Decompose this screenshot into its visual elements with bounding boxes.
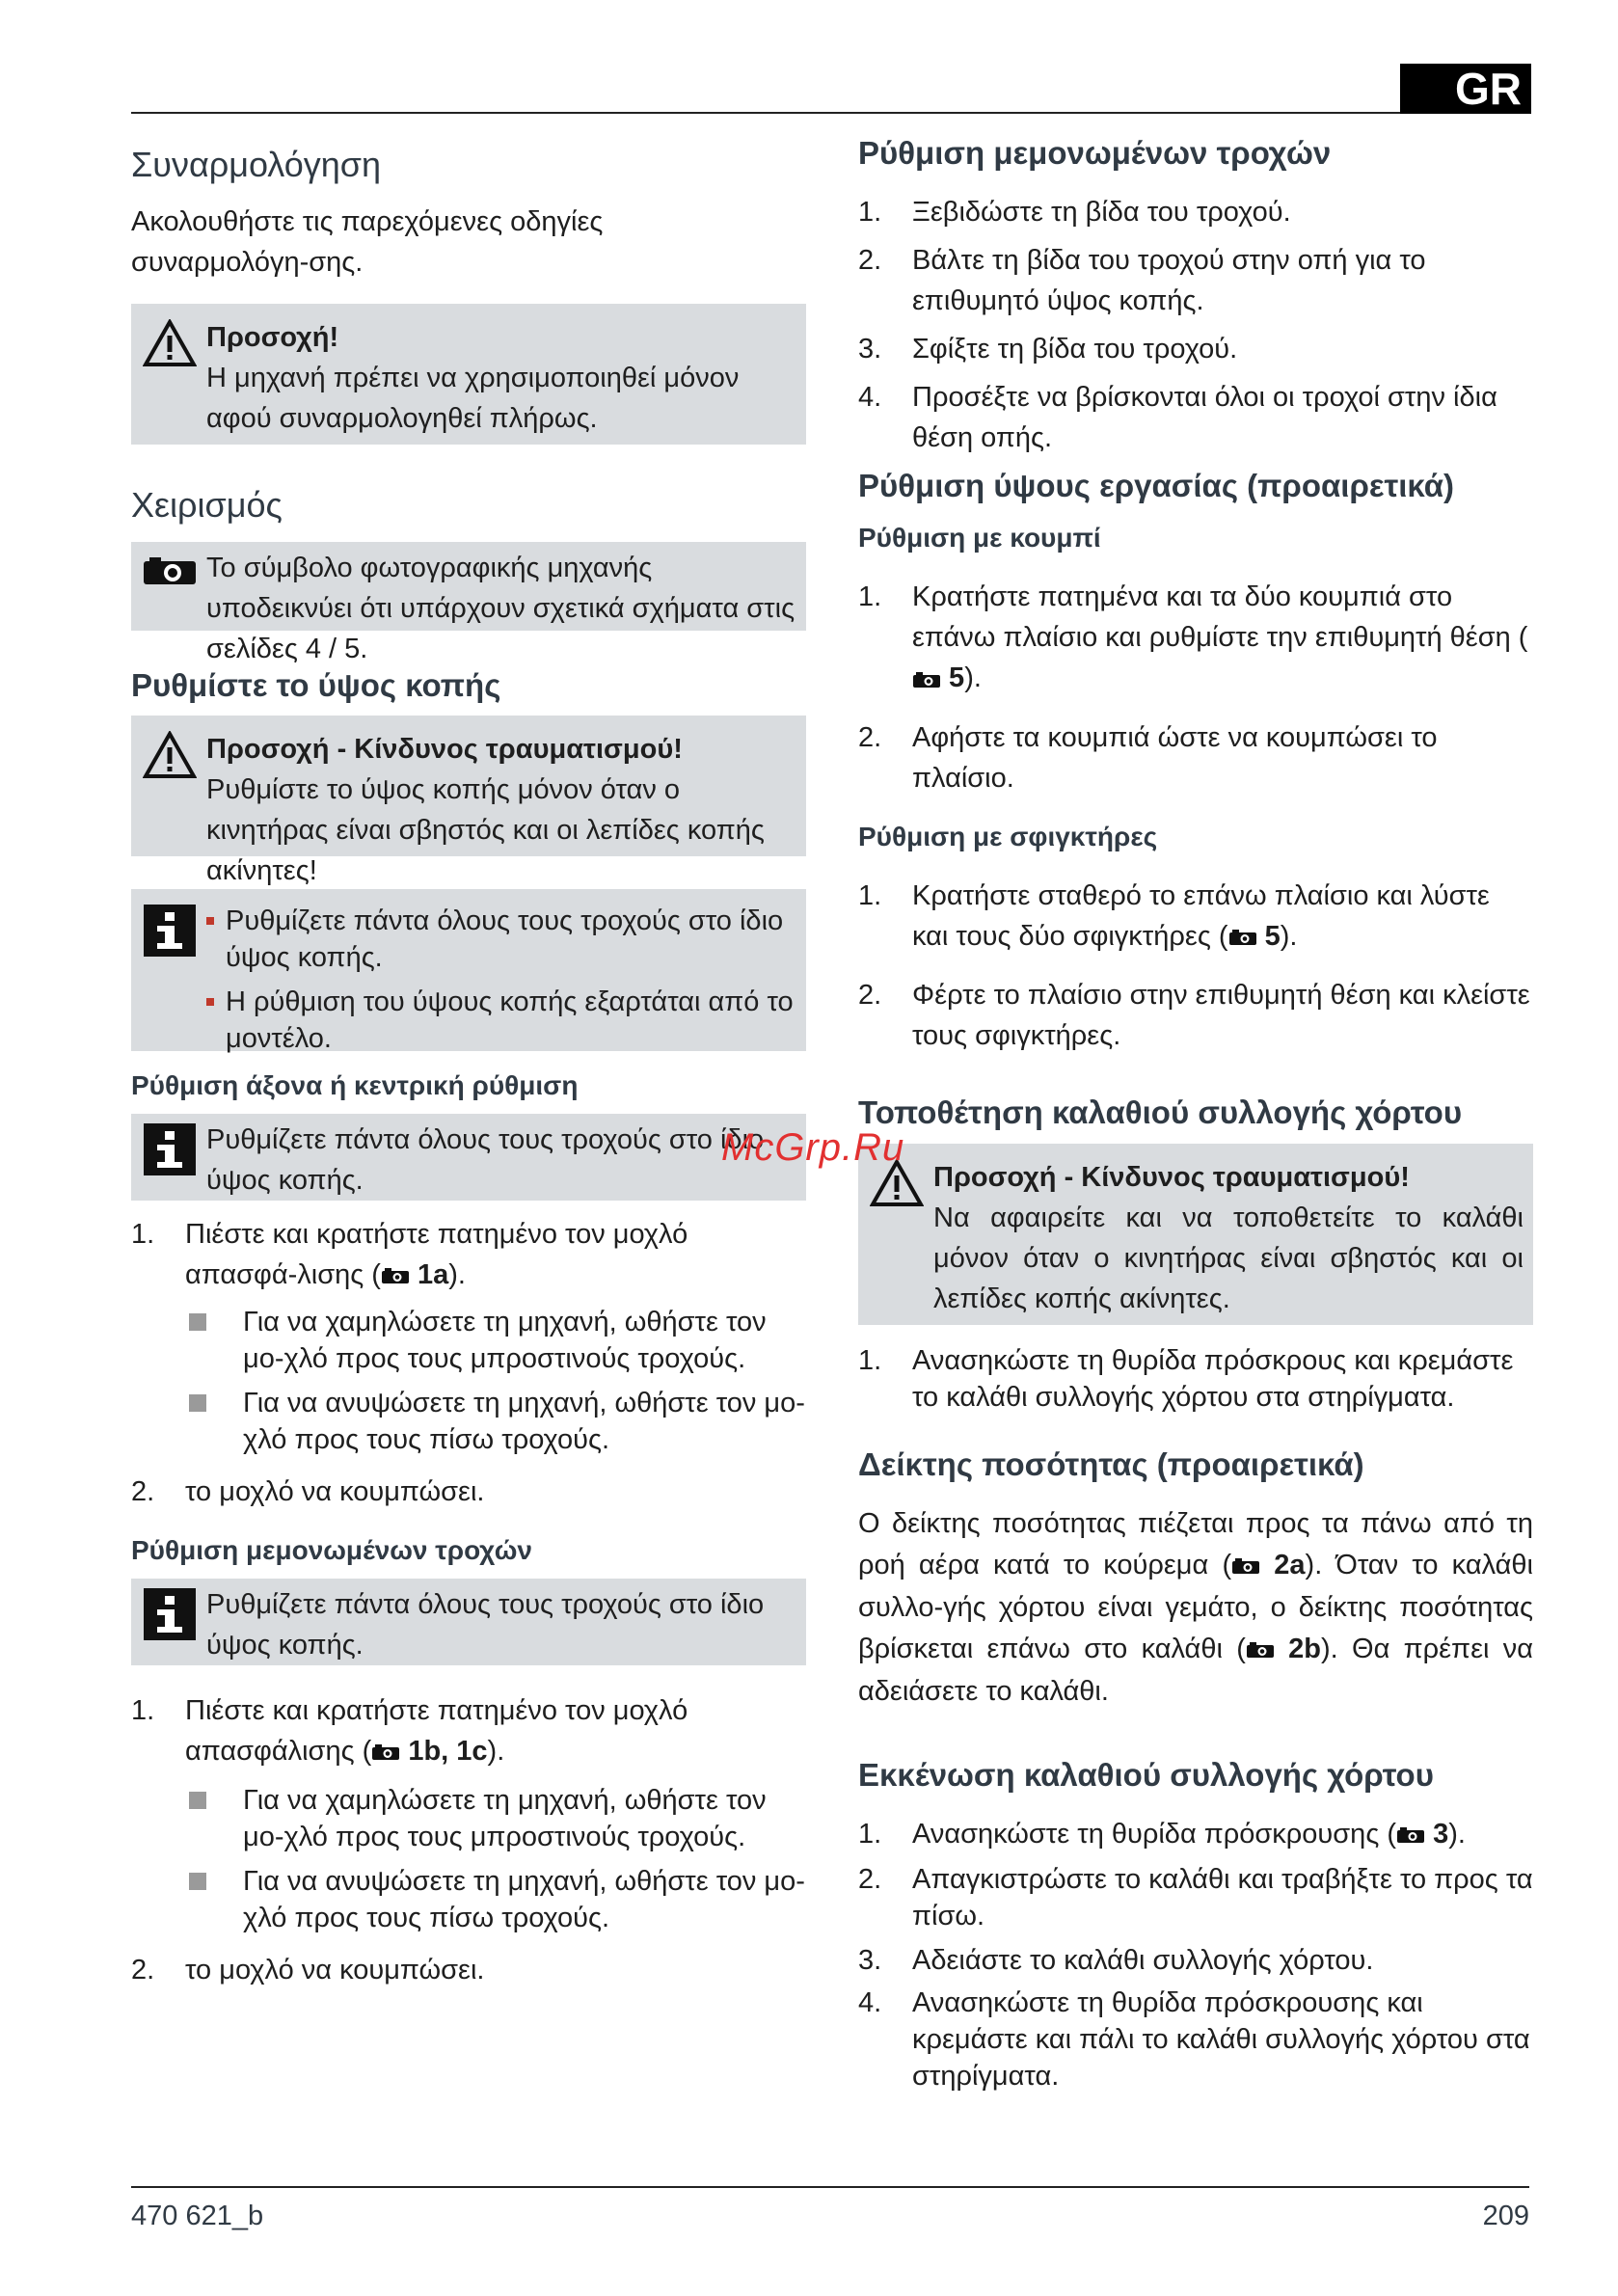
assembly-warning-box xyxy=(131,304,806,445)
camera-ref-icon xyxy=(1228,917,1257,958)
basket-steps xyxy=(858,1342,1533,1416)
cut-height-heading: Ρυθμίστε το ύψος κοπής xyxy=(131,666,501,703)
left-column xyxy=(131,133,806,1990)
list-item: 2. Απαγκιστρώστε το καλάθι και τραβήξτε το προς τα πίσω. xyxy=(858,1863,1533,1931)
camera-ref-icon xyxy=(1231,1546,1260,1587)
button-steps xyxy=(858,577,1533,797)
camera-ref-icon xyxy=(1246,1630,1275,1671)
axle-heading: Ρύθμιση άξονα ή κεντρική ρύθμιση xyxy=(131,1070,579,1101)
cut-height-warning-title: Προσοχή - Κίνδυνος τραυματισμού! xyxy=(206,734,683,766)
list-item: 1. Κρατήστε σταθερό το επάνω πλαίσιο και λύστε και τους δύο σφιγκτήρες ( 5). xyxy=(858,876,1533,958)
camera-note-text: Το σύμβολο φωτογραφικής μηχανής υποδεικνύει ότι υπάρχουν σχετικά σχήματα στις σελίδες 4 / 5. xyxy=(206,552,796,664)
document-id: 470 621_b xyxy=(131,2201,264,2231)
right-column xyxy=(858,133,1533,2094)
assembly-warning-title: Προσοχή! xyxy=(206,321,339,353)
individual-steps-2 xyxy=(131,1950,806,1990)
list-item: 2. Βάλτε τη βίδα του τροχού στην οπή για το επιθυμητό ύψος κοπής. xyxy=(858,244,1426,316)
button-adjust-heading: Ρύθμιση με κουμπί xyxy=(858,522,1101,553)
assembly-text: Ακολουθήστε τις παρεχόμενες οδηγίες συναρμολόγη-σης. xyxy=(131,205,604,278)
list-item: 3. Αδειάστε το καλάθι συλλογής χόρτου. xyxy=(858,1944,1374,1976)
indicator-heading: Δείκτης ποσότητας (προαιρετικά) xyxy=(858,1446,1364,1483)
list-item: 4. Ανασηκώστε τη θυρίδα πρόσκρουσης και κρεμάστε και πάλι το καλάθι συλλογής χόρτου στα στηρίγματα. xyxy=(858,1986,1530,2092)
camera-ref-icon xyxy=(371,1732,400,1772)
individual-heading: Ρύθμιση μεμονωμένων τροχών xyxy=(131,1535,532,1566)
watermark: McGrp.Ru xyxy=(721,1126,905,1169)
individual-info-text: Ρυθμίζετε πάντα όλους τους τροχούς στο ίδιο ύψος κοπής. xyxy=(206,1588,765,1661)
list-item: 4. Προσέξτε να βρίσκονται όλοι οι τροχοί στην ίδια θέση οπής. xyxy=(858,381,1497,453)
list-item: 1. Ξεβιδώστε τη βίδα του τροχού. xyxy=(858,196,1291,228)
list-item: 2. Φέρτε το πλαίσιο στην επιθυμητή θέση και κλείστε τους σφιγκτήρες. xyxy=(858,980,1530,1052)
clamp-steps xyxy=(858,876,1533,1056)
camera-ref-icon xyxy=(912,660,941,700)
cut-height-info-box xyxy=(131,889,806,1055)
axle-substeps xyxy=(131,1304,806,1458)
operation-heading: Χειρισμός xyxy=(131,484,283,525)
info-icon xyxy=(141,903,199,957)
work-height-heading: Ρύθμιση ύψους εργασίας (προαιρετικά) xyxy=(858,467,1454,503)
list-item: 2. Αφήστε τα κουμπιά ώστε να κουμπώσει το πλαίσιο. xyxy=(858,721,1438,794)
list-item: Για να ανυψώσετε τη μηχανή, ωθήστε τον μο-χλό προς τους πίσω τροχούς. xyxy=(185,1385,806,1458)
wheels-heading: Ρύθμιση μεμονωμένων τροχών xyxy=(858,135,1332,171)
top-rule xyxy=(131,112,1529,114)
warning-icon xyxy=(141,729,199,779)
cut-height-warning-box xyxy=(131,716,806,887)
camera-ref-icon xyxy=(1396,1815,1425,1855)
camera-icon xyxy=(141,548,199,586)
language-badge: GR xyxy=(1400,64,1531,114)
assembly-warning-text: Η μηχανή πρέπει να χρησιμοποιηθεί μόνον αφού συναρμολογηθεί πλήρως. xyxy=(206,362,740,434)
individual-steps xyxy=(131,1690,806,1772)
info-icon xyxy=(141,1584,199,1640)
list-item: 3. Σφίξτε τη βίδα του τροχού. xyxy=(858,333,1238,365)
info-icon xyxy=(141,1120,199,1175)
list-item: Για να χαμηλώσετε τη μηχανή, ωθήστε τον μο-χλό προς τους μπροστινούς τροχούς. xyxy=(185,1304,806,1377)
camera-ref-icon xyxy=(381,1256,410,1296)
list-item: Για να ανυψώσετε τη μηχανή, ωθήστε τον μο-χλό προς τους πίσω τροχούς. xyxy=(185,1863,806,1936)
axle-info-box xyxy=(131,1114,806,1201)
warning-icon xyxy=(141,317,199,367)
list-item: 1. Ανασηκώστε τη θυρίδα πρόσκρουσης ( 3). xyxy=(858,1814,1533,1855)
list-item: 1. Κρατήστε πατημένα και τα δύο κουμπιά στο επάνω πλαίσιο και ρυθμίστε την επιθυμητή θέση ( 5). xyxy=(858,577,1533,699)
axle-steps-2 xyxy=(131,1472,806,1512)
list-item: 2. το μοχλό να κουμπώσει. xyxy=(131,1954,485,1985)
list-item: 1. Ανασηκώστε τη θυρίδα πρόσκρους και κρεμάστε το καλάθι συλλογής χόρτου στα στηρίγματα. xyxy=(858,1345,1514,1414)
wheels-steps xyxy=(858,192,1533,458)
list-item: 1. Πιέστε και κρατήστε πατημένο τον μοχλό απασφά-λισης ( 1a). xyxy=(131,1214,806,1296)
list-item: 1. Πιέστε και κρατήστε πατημένο τον μοχλό απασφάλισης ( 1b, 1c). xyxy=(131,1690,806,1772)
individual-substeps xyxy=(131,1782,806,1936)
basket-warning-title: Προσοχή - Κίνδυνος τραυματισμού! xyxy=(933,1162,1410,1194)
basket-heading: Τοποθέτηση καλαθιού συλλογής χόρτου xyxy=(858,1094,1463,1131)
empty-heading: Εκκένωση καλαθιού συλλογής χόρτου xyxy=(858,1756,1434,1793)
list-item: Η ρύθμιση του ύψους κοπής εξαρτάται από το μοντέλο. xyxy=(206,984,796,1057)
cut-height-info-list xyxy=(206,903,796,1057)
assembly-heading: Συναρμολόγηση xyxy=(131,145,382,184)
basket-warning-box xyxy=(858,1144,1533,1325)
cut-height-warning-text: Ρυθμίστε το ύψος κοπής μόνον όταν ο κινητήρας είναι σβηστός και οι λεπίδες κοπής ακίνητες! xyxy=(206,774,765,887)
axle-steps xyxy=(131,1214,806,1296)
camera-note-box xyxy=(131,542,806,664)
bottom-rule xyxy=(131,2186,1529,2188)
individual-info-box xyxy=(131,1579,806,1665)
empty-steps xyxy=(858,1814,1533,2094)
page-number: 209 xyxy=(1482,2201,1529,2231)
axle-info-text: Ρυθμίζετε πάντα όλους τους τροχούς στο ίδιο ύψος κοπής. xyxy=(206,1123,765,1196)
list-item: 2. το μοχλό να κουμπώσει. xyxy=(131,1476,485,1508)
list-item: Ρυθμίζετε πάντα όλους τους τροχούς στο ίδιο ύψος κοπής. xyxy=(206,903,796,976)
list-item: Για να χαμηλώσετε τη μηχανή, ωθήστε τον μο-χλό προς τους μπροστινούς τροχούς. xyxy=(185,1782,806,1855)
indicator-text: Ο δείκτης ποσότητας πιέζεται προς τα πάνω από τη ροή αέρα κατά το κούρεμα ( 2a). Όταν το καλάθι συλλο-γής χόρτου είναι γεμάτο, ο δείκτης ποσότητας βρίσκεται επάνω στο καλάθι ( 2b). Θα πρέπει να αδειάσετε το καλάθι. xyxy=(858,1508,1533,1707)
clamp-adjust-heading: Ρύθμιση με σφιγκτήρες xyxy=(858,821,1158,851)
basket-warning-text: Να αφαιρείτε και να τοποθετείτε το καλάθι μόνον όταν ο κινητήρας είναι σβηστός και οι λεπίδες κοπής ακίνητες. xyxy=(933,1202,1524,1315)
